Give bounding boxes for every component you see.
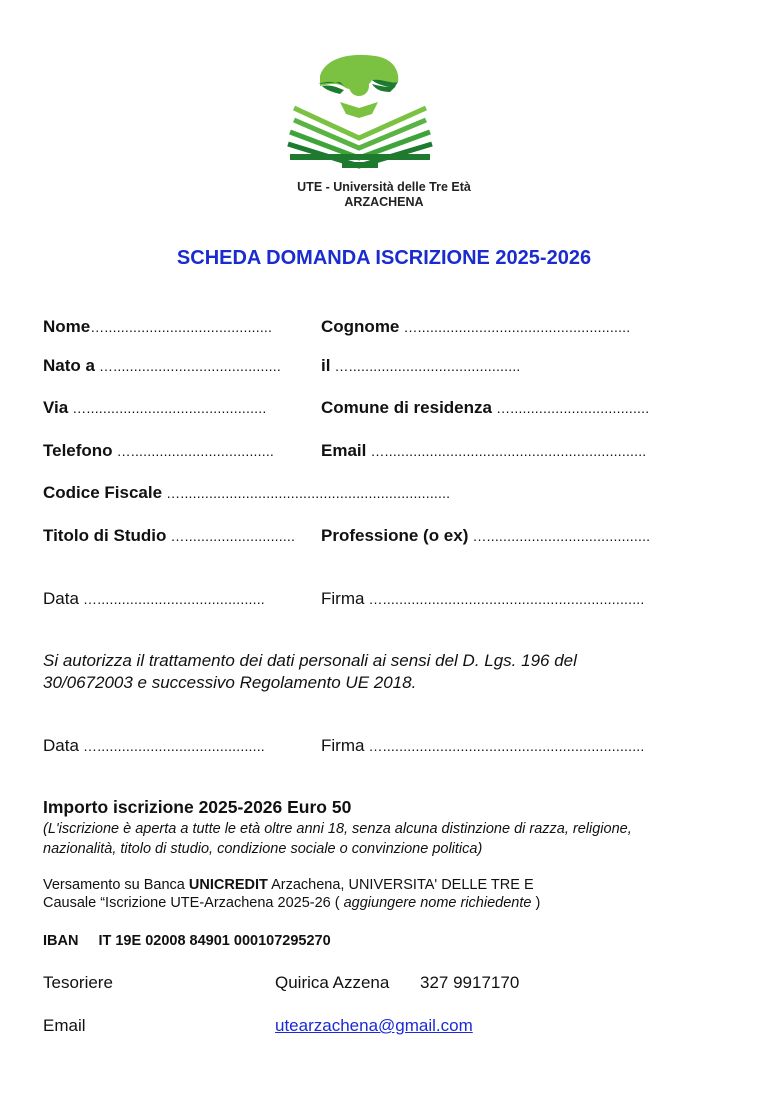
field-label: Firma	[321, 736, 365, 755]
field-label: Cognome	[321, 317, 400, 336]
tesoriere-phone: 327 9917170	[420, 973, 520, 992]
iban-line	[43, 933, 331, 949]
field-label: Codice Fiscale	[43, 483, 163, 502]
field-professione[interactable]	[321, 526, 650, 546]
sign2-firma[interactable]	[321, 736, 644, 756]
field-dots: …................................................................	[364, 738, 645, 754]
causale-note: aggiungere nome richiedente	[343, 895, 532, 911]
field-titolo-studio[interactable]	[43, 526, 295, 546]
field-dots: …...........................	[166, 528, 296, 544]
field-nome[interactable]	[43, 317, 272, 337]
field-label: Titolo di Studio	[43, 526, 167, 545]
payment-pre: Versamento su Banca	[43, 877, 189, 893]
field-dots: …...................................	[112, 443, 275, 459]
field-label: Telefono	[43, 441, 113, 460]
privacy-line2: 30/0672003 e successivo Regolamento UE 2018.	[43, 673, 417, 692]
field-dots: …........................................	[468, 528, 651, 544]
logo-caption-line1: UTE - Università delle Tre Età	[297, 180, 471, 194]
field-dots: …..................................................................	[162, 485, 451, 501]
field-label: Data	[43, 736, 79, 755]
causale-text: Causale “Iscrizione UTE-Arzachena 2025-26 (	[43, 895, 344, 911]
field-label: Comune di residenza	[321, 398, 492, 417]
sign1-firma[interactable]	[321, 589, 644, 609]
fee-note-line2: nazionalità, titolo di studio, condizione sociale o convinzione politica)	[43, 841, 483, 857]
field-cognome[interactable]	[321, 317, 630, 337]
payment-post: Arzachena, UNIVERSITA' DELLE TRE E	[267, 877, 534, 893]
logo-caption-line2: ARZACHENA	[344, 195, 424, 209]
field-label: Professione (o ex)	[321, 526, 469, 545]
field-email[interactable]	[321, 441, 646, 461]
field-dots: …................................................................	[366, 443, 647, 459]
payment-line	[43, 877, 534, 893]
iban-value: IT 19E 02008 84901 000107295270	[98, 933, 331, 949]
field-codice-fiscale[interactable]	[43, 483, 450, 503]
field-dots: ….........................................	[78, 738, 265, 754]
field-nato-a[interactable]	[43, 356, 281, 376]
sign2-data[interactable]	[43, 736, 265, 756]
email-label: Email	[43, 1016, 86, 1035]
field-label: Via	[43, 398, 69, 417]
field-via[interactable]	[43, 398, 266, 418]
fee-heading: Importo iscrizione 2025-2026 Euro 50	[43, 797, 352, 817]
field-comune[interactable]	[321, 398, 649, 418]
field-label: Nato a	[43, 356, 95, 375]
field-dots: …................................................................	[364, 591, 645, 607]
field-dots: ….........................................	[90, 319, 273, 335]
field-label: Email	[321, 441, 367, 460]
field-label: Firma	[321, 589, 365, 608]
field-dots: ….........................................	[78, 591, 265, 607]
field-dots: …............................................	[68, 400, 267, 416]
bank-name: UNICREDIT	[188, 877, 268, 893]
causale-line	[43, 895, 540, 911]
privacy-line1: Si autorizza il trattamento dei dati personali ai sensi del D. Lgs. 196 del	[43, 651, 577, 670]
field-label: il	[321, 356, 331, 375]
page-title: SCHEDA DOMANDA ISCRIZIONE 2025-2026	[176, 247, 592, 269]
tesoriere-label: Tesoriere	[43, 973, 113, 992]
field-dots: …..........................................	[330, 358, 521, 374]
book-tree-logo-icon	[280, 48, 440, 173]
field-telefono[interactable]	[43, 441, 274, 461]
field-label: Nome	[43, 317, 91, 336]
tesoriere-name: Quirica Azzena	[275, 973, 390, 992]
fee-note-line1: (L'iscrizione è aperta a tutte le età oltre anni 18, senza alcuna distinzione di razza, religione,	[43, 821, 632, 837]
field-dots: …..................................	[491, 400, 650, 416]
iban-label: IBAN	[43, 933, 79, 949]
causale-end: )	[531, 895, 541, 911]
field-label: Data	[43, 589, 79, 608]
logo	[280, 48, 440, 173]
field-il[interactable]	[321, 356, 521, 376]
field-dots: …....................................................	[399, 319, 631, 335]
sign1-data[interactable]	[43, 589, 265, 609]
email-link[interactable]: utearzachena@gmail.com	[275, 1016, 473, 1035]
field-dots: ….........................................	[94, 358, 281, 374]
